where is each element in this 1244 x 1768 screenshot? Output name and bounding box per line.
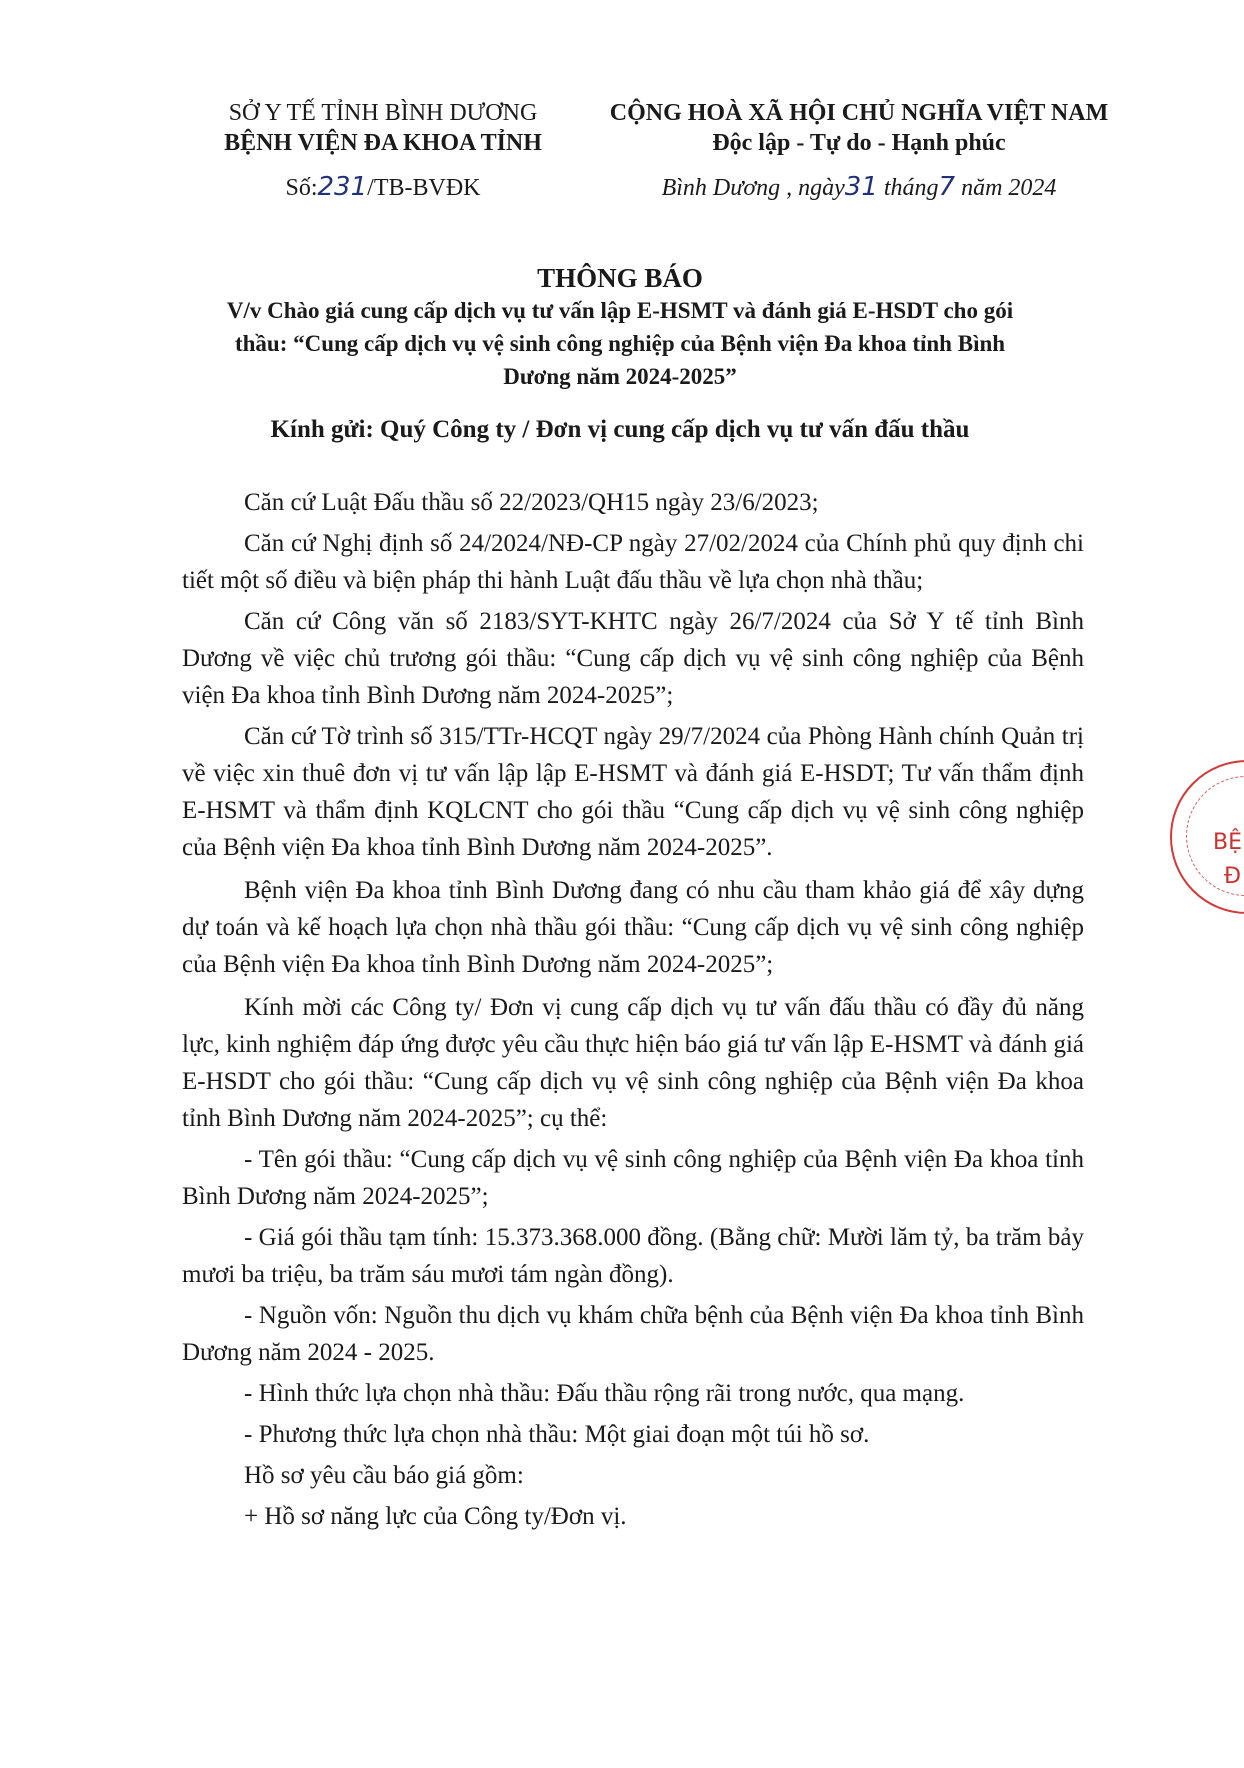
number-suffix: /TB-BVĐK (367, 175, 481, 201)
greeting: Kính gửi: Quý Công ty / Đơn vị cung cấp dịch vụ tư vấn đấu thầu (270, 416, 970, 443)
subject-line-2: thầu: “Cung cấp dịch vụ vệ sinh công nghiệp của Bệnh viện Đa khoa tỉnh Bình (234, 331, 1006, 356)
agency-header (196, 98, 570, 203)
notice-title: THÔNG BÁO (537, 263, 703, 293)
date-month-label: tháng (883, 175, 939, 201)
paragraph-dossier-heading: Hồ sơ yêu cầu báo giá gồm: (244, 1462, 524, 1489)
paragraph-invitation: Kính mời các Công ty/ Đơn vị cung cấp dịch vụ tư vấn đấu thầu có đầy đủ năng lực, kinh nghiệm đáp ứng được yêu cầu thực hiện báo giá tư vấn lập E-HSMT và đánh giá E-HSDT cho gói thầu: “Cung cấp dịch vụ vệ sinh công nghiệp của Bệnh viện Đa khoa tỉnh Bình Dương năm 2024-2025”; cụ thể: (182, 994, 1084, 1132)
notice-body (182, 484, 1084, 1539)
document-number (196, 172, 570, 203)
item-selection-method: - Phương thức lựa chọn nhà thầu: Một giai đoạn một túi hồ sơ. (244, 1421, 870, 1448)
number-prefix: Số: (285, 175, 318, 201)
item-package-price: - Giá gói thầu tạm tính: 15.373.368.000 đồng. (Bằng chữ: Mười lăm tỷ, ba trăm bảy mươi ba triệu, ba trăm sáu mươi tám ngàn đồng). (182, 1224, 1084, 1288)
date-year: năm 2024 (961, 175, 1057, 201)
item-funding-source: - Nguồn vốn: Nguồn thu dịch vụ khám chữa bệnh của Bệnh viện Đa khoa tỉnh Bình Dương năm 2024 - 2025. (182, 1302, 1084, 1366)
paragraph-legal-basis-4: Căn cứ Tờ trình số 315/TTr-HCQT ngày 29/7/2024 của Phòng Hành chính Quản trị về việc xin thuê đơn vị tư vấn lập lập E-HSMT và đánh giá E-HSDT; Tư vấn thẩm định E-HSMT và thẩm định KQLCNT cho gói thầu “Cung cấp dịch vụ vệ sinh công nghiệp của Bệnh viện Đa khoa tỉnh Bình Dương năm 2024-2025”. (182, 723, 1084, 861)
seal-text-1: BỆ (1213, 830, 1242, 855)
item-selection-form: - Hình thức lựa chọn nhà thầu: Đấu thầu rộng rãi trong nước, qua mạng. (244, 1380, 965, 1407)
date-day: 31 (844, 172, 878, 202)
subject-line-3: Dương năm 2024-2025” (503, 364, 737, 389)
item-capability-dossier: + Hồ sơ năng lực của Công ty/Đơn vị. (244, 1503, 627, 1530)
country-header (578, 98, 1140, 203)
number-handwritten: 231 (317, 172, 368, 202)
agency-line-2: BỆNH VIỆN ĐA KHOA TỈNH (224, 130, 542, 156)
notice-title-block (180, 262, 1060, 393)
item-package-name: - Tên gói thầu: “Cung cấp dịch vụ vệ sinh công nghiệp của Bệnh viện Đa khoa tỉnh Bình Dương năm 2024-2025”; (182, 1146, 1084, 1210)
agency-line-1: SỞ Y TẾ TỈNH BÌNH DƯƠNG (228, 100, 538, 126)
date-month: 7 (938, 172, 956, 202)
country-line-1: CỘNG HOÀ XÃ HỘI CHỦ NGHĨA VIỆT NAM (609, 100, 1109, 126)
country-line-2: Độc lập - Tự do - Hạnh phúc (712, 130, 1006, 156)
subject-line-1: V/v Chào giá cung cấp dịch vụ tư vấn lập E-HSMT và đánh giá E-HSDT cho gói (226, 298, 1014, 323)
paragraph-legal-basis-1: Căn cứ Luật Đấu thầu số 22/2023/QH15 ngày 23/6/2023; (244, 489, 819, 516)
paragraph-need: Bệnh viện Đa khoa tỉnh Bình Dương đang có nhu cầu tham khảo giá để xây dựng dự toán và kế hoạch lựa chọn nhà thầu gói thầu: “Cung cấp dịch vụ vệ sinh công nghiệp của Bệnh viện Đa khoa tỉnh Bình Dương năm 2024-2025”; (182, 877, 1084, 978)
document-date (578, 172, 1140, 203)
paragraph-legal-basis-2: Căn cứ Nghị định số 24/2024/NĐ-CP ngày 27/02/2024 của Chính phủ quy định chi tiết một số điều và biện pháp thi hành Luật đấu thầu về lựa chọn nhà thầu; (182, 530, 1084, 594)
seal-text-2: Đ (1224, 864, 1242, 889)
date-place: Bình Dương , ngày (661, 175, 845, 201)
paragraph-legal-basis-3: Căn cứ Công văn số 2183/SYT-KHTC ngày 26/7/2024 của Sở Y tế tỉnh Bình Dương về việc chủ trương gói thầu: “Cung cấp dịch vụ vệ sinh công nghiệp của Bệnh viện Đa khoa tỉnh Bình Dương năm 2024-2025”; (182, 608, 1084, 709)
